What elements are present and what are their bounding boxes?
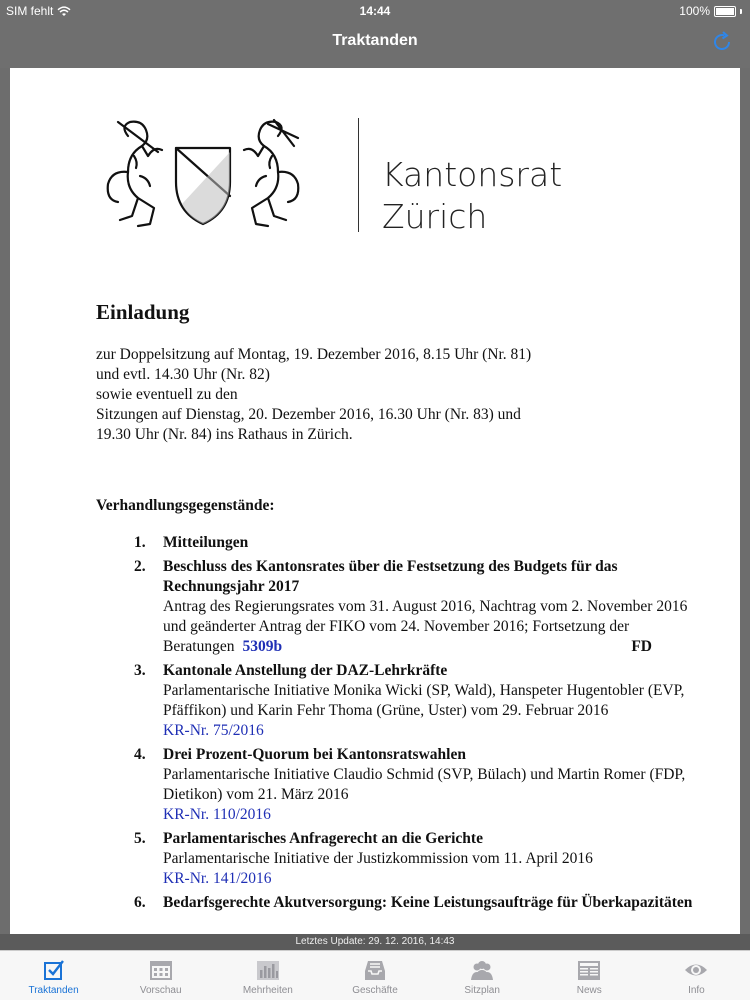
intro-line: Sitzungen auf Dienstag, 20. Dezember 2016, 16.30 Uhr (Nr. 83) und (96, 406, 521, 423)
agenda-item (96, 829, 696, 889)
agenda-number: 4. (134, 746, 146, 763)
refresh-icon[interactable] (710, 30, 734, 54)
intro-text (96, 345, 696, 445)
battery-label: 100% (679, 4, 710, 18)
tab-info[interactable] (643, 951, 750, 1000)
agenda-number: 5. (134, 830, 146, 847)
tab-vorschau[interactable] (107, 951, 214, 1000)
tab-bar (0, 950, 750, 1000)
checkbox-icon (41, 958, 67, 982)
agenda-title: Kantonale Anstellung der DAZ-Lehrkräfte (163, 662, 448, 679)
agenda-description: Parlamentarische Initiative der Justizkommission vom 11. April 2016 (163, 850, 593, 867)
status-time: 14:44 (359, 4, 391, 18)
people-icon (469, 958, 495, 982)
agenda-title: Beschluss des Kantonsrates über die Festsetzung des Budgets für das Rechnungsjahr 2017 (163, 558, 618, 595)
agenda-description (163, 597, 696, 657)
agenda-item (96, 745, 696, 825)
intro-line: sowie eventuell zu den (96, 386, 238, 403)
tab-label: Traktanden (28, 985, 79, 996)
agenda-description-text: Antrag des Regierungsrates vom 31. August 2016, Nachtrag vom 2. November 2016 und geänderter Antrag der FIKO vom 24. November 2016; Fortsetzung der Beratungen (163, 598, 688, 655)
agenda-title: Bedarfsgerechte Akutversorgung: Keine Leistungsaufträge für Überkapazitäten (163, 894, 693, 911)
agenda-title: Drei Prozent-Quorum bei Kantonsratswahlen (163, 746, 466, 763)
tab-label: Sitzplan (464, 985, 500, 996)
agenda-number: 6. (134, 894, 146, 911)
tab-label: Mehrheiten (242, 985, 293, 996)
intro-line: zur Doppelsitzung auf Montag, 19. Dezember 2016, 8.15 Uhr (Nr. 81) (96, 346, 532, 363)
brand-name (382, 154, 562, 238)
nav-title: Traktanden (332, 32, 418, 49)
bar-chart-icon (255, 958, 281, 982)
agenda-reference-link[interactable]: KR-Nr. 141/2016 (163, 870, 272, 887)
top-bar (0, 0, 750, 68)
tab-label: Geschäfte (352, 985, 398, 996)
agenda-number: 3. (134, 662, 146, 679)
document-sheet[interactable] (10, 68, 740, 934)
tab-traktanden[interactable] (0, 951, 107, 1000)
agenda-reference-link[interactable]: KR-Nr. 75/2016 (163, 722, 264, 739)
agenda-item (96, 557, 696, 657)
eye-icon (683, 958, 709, 982)
tab-sitzplan[interactable] (429, 951, 536, 1000)
brand-line-2: Zürich (382, 197, 488, 236)
calendar-icon (148, 958, 174, 982)
carrier-label: SIM fehlt (6, 4, 54, 18)
agenda-reference-link[interactable]: 5309b (242, 638, 283, 655)
logo-separator (358, 118, 359, 232)
agenda-number: 1. (134, 534, 146, 551)
agenda-heading: Verhandlungsgegenstände: (96, 497, 275, 514)
intro-line: und evtl. 14.30 Uhr (Nr. 82) (96, 366, 270, 383)
tab-label: Vorschau (139, 985, 182, 996)
agenda-title: Mitteilungen (163, 534, 249, 551)
tab-mehrheiten[interactable] (214, 951, 321, 1000)
tab-label: Info (688, 985, 705, 996)
document-heading: Einladung (96, 300, 190, 324)
agenda-item (96, 661, 696, 741)
status-bar (0, 0, 750, 22)
agenda-list (96, 533, 696, 913)
zurich-coat-of-arms-icon (98, 116, 308, 236)
last-update-bar: Letztes Update: 29. 12. 2016, 14:43 (0, 934, 750, 950)
agenda-description: Parlamentarische Initiative Monika Wicki (SP, Wald), Hanspeter Hugentobler (EVP, Pfäffikon) und Karin Fehr Thoma (Grüne, Uster) vom 29. Februar 2016 (163, 682, 685, 719)
agenda-item (96, 893, 696, 913)
battery-icon (714, 6, 736, 17)
tab-geschaefte[interactable] (321, 951, 428, 1000)
newspaper-icon (576, 958, 602, 982)
agenda-reference-link[interactable]: KR-Nr. 110/2016 (163, 806, 271, 823)
brand-line-1: Kantonsrat (382, 155, 563, 194)
tab-news[interactable] (536, 951, 643, 1000)
agenda-number: 2. (134, 558, 146, 575)
battery (679, 4, 742, 18)
agenda-tag: FD (631, 638, 652, 655)
tab-label: News (576, 985, 602, 996)
agenda-title: Parlamentarisches Anfragerecht an die Gerichte (163, 830, 483, 847)
agenda-item (96, 533, 696, 553)
invitation-content (96, 300, 696, 917)
intro-line: 19.30 Uhr (Nr. 84) ins Rathaus in Zürich. (96, 426, 353, 443)
inbox-icon (362, 958, 388, 982)
agenda-description: Parlamentarische Initiative Claudio Schmid (SVP, Bülach) und Martin Romer (FDP, Dietikon) vom 21. März 2016 (163, 766, 686, 803)
